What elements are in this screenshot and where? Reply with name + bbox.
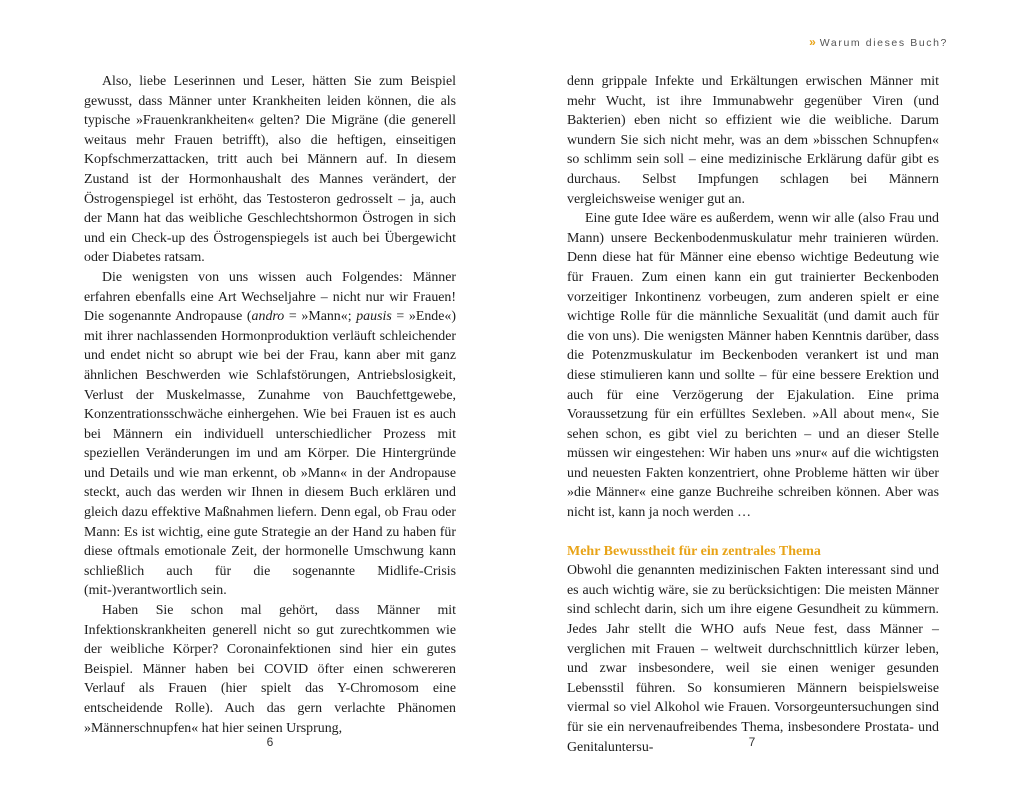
page-number-left: 6 (266, 735, 274, 749)
paragraph-pelvic-floor: Eine gute Idee wäre es außerdem, wenn wir alle (also Frau und Mann) unsere Beckenbodenmuskulatur mehr trainieren würden. Denn diese hat für Männer eine ebenso wichtige Bedeutung wie für Frauen. Zum einen kann ein gut trainierter Beckenboden vorzeitiger Inkontinenz vorbeugen, zum anderen spielt er eine wichtige Rolle für die männliche Sexualität (und damit auch für die von uns). Die wenigsten Männer haben Kenntnis darüber, dass die Potenzmuskulatur im Beckenboden verankert ist und man diese stimulieren kann und sollte – für eine bessere Erektion und auch für eine Verzögerung der Ejakulation. Eine prima Voraussetzung für ein erfülltes Sexleben. »All about men«, Sie sehen schon, es gibt viel zu berichten – und an dieser Stelle müssen wir eingestehen: Wir haben uns »nur« auf die wichtigsten und neuesten Fakten konzentriert, ohne Probleme hätten wir über »die Männer« eine ganze Buchreihe schreiben können. Aber was nicht ist, kann ja noch werden … (567, 211, 939, 521)
chevron-marker-icon: » (809, 35, 816, 49)
page-number-right: 7 (748, 735, 756, 749)
paragraph-andropause: Die wenigsten von uns wissen auch Folgendes: Männer erfahren ebenfalls eine Art Wechseljahre – nicht nur wir Frauen! Die sogenannte Andropause (andro = »Mann«; pausis = »Ende«) mit ihrer nachlassenden Hormonproduktion verläuft schleichender und endet nicht so abrupt wie bei der Frau, kann aber mit ganz ähnlichen Beschwerden wie Schlafstörungen, Antriebslosigkeit, Verlust der Muskelmasse, Zunahme von Bauchfettgewebe, Konzentrationsschwäche einhergehen. Wie bei Frauen ist es auch bei Männern ein individuell unterschiedlicher Prozess mit speziellen Veränderungen im und am Körper. Die Hintergründe und Details und wie man erkennt, ob »Mann« in der Andropause steckt, auch das werden wir Ihnen in diesem Buch erklären und gleich dazu effektive Maßnahmen liefern. Denn egal, ob Frau oder Mann: Es ist wichtig, eine gute Strategie an der Hand zu haben für diese oftmals emotionale Zeit, der hormonelle Umschwung kann schließlich auch für die sogenannte Midlife-Crisis (mit-)verantwortlich sein. (84, 269, 456, 599)
running-head (809, 35, 948, 49)
right-page (510, 0, 1020, 793)
running-head-title: Warum dieses Buch? (819, 37, 948, 49)
paragraph-awareness: Obwohl die genannten medizinischen Fakten interessant sind und es auch wichtig wäre, sie zu berücksichtigen: Die meisten Männer sind schlecht darin, sich um ihre eigene Gesundheit zu kümmern. Jedes Jahr stellt die WHO aufs Neue fest, dass Männer – verglichen mit Frauen – weltweit durchschnittlich kürzer leben, und zwar insbesondere, weil sie einen weniger gesunden Lebensstil führen. So konsumieren Männern beispielsweise viermal so viel Alkohol wie Frauen. Vorsorgeuntersuchungen sind für sie ein nervenaufreibendes Thema, insbesondere Prostata- und Genitaluntersu- (567, 563, 939, 755)
right-text-column (567, 72, 939, 757)
section-heading: Mehr Bewusstheit für ein zentrales Thema (567, 543, 821, 559)
paragraph-continuation: denn grippale Infekte und Erkältungen erwischen Männer mit mehr Wucht, ist ihre Immunabwehr gegenüber Viren (und Bakterien) eben nicht so effizient wie die weibliche. Darum wundern Sie sich nicht mehr, was an dem »bisschen Schnupfen« so schlimm sein soll – eine medizinische Erklärung dafür gibt es durchaus. Selbst Impfungen schlagen bei Männern vergleichsweise weniger gut an. (567, 74, 939, 207)
paragraph-infections: Haben Sie schon mal gehört, dass Männer mit Infektionskrankheiten generell nicht so gut zurechtkommen wie der weibliche Körper? Coronainfektionen sind hier ein gutes Beispiel. Männer haben bei COVID öfter einen schwereren Verlauf als Frauen (hier spielt das Y-Chromosom eine entscheidende Rolle). Auch das gern verlachte Phänomen »Männerschnupfen« hat hier seinen Ursprung, (84, 603, 456, 736)
paragraph-migraine: Also, liebe Leserinnen und Leser, hätten Sie zum Beispiel gewusst, dass Männer unter Krankheiten leiden können, die als typische »Frauenkrankheiten« gelten? Die Migräne (die generell weitaus mehr Frauen betrifft), also die heftigen, einseitigen Kopfschmerzattacken, tritt auch bei Männern auf. In diesem Zustand ist der Hormonhaushalt des Mannes verändert, der Östrogenspiegel ist erhöht, das Testosteron gedrosselt – ja, auch der Mann hat das weibliche Geschlechtshormon Östrogen in sich und ein Check-up des Östrogenspiegels ist auch bei Übergewicht oder Diabetes ratsam. (84, 74, 456, 266)
left-text-column (84, 72, 456, 738)
